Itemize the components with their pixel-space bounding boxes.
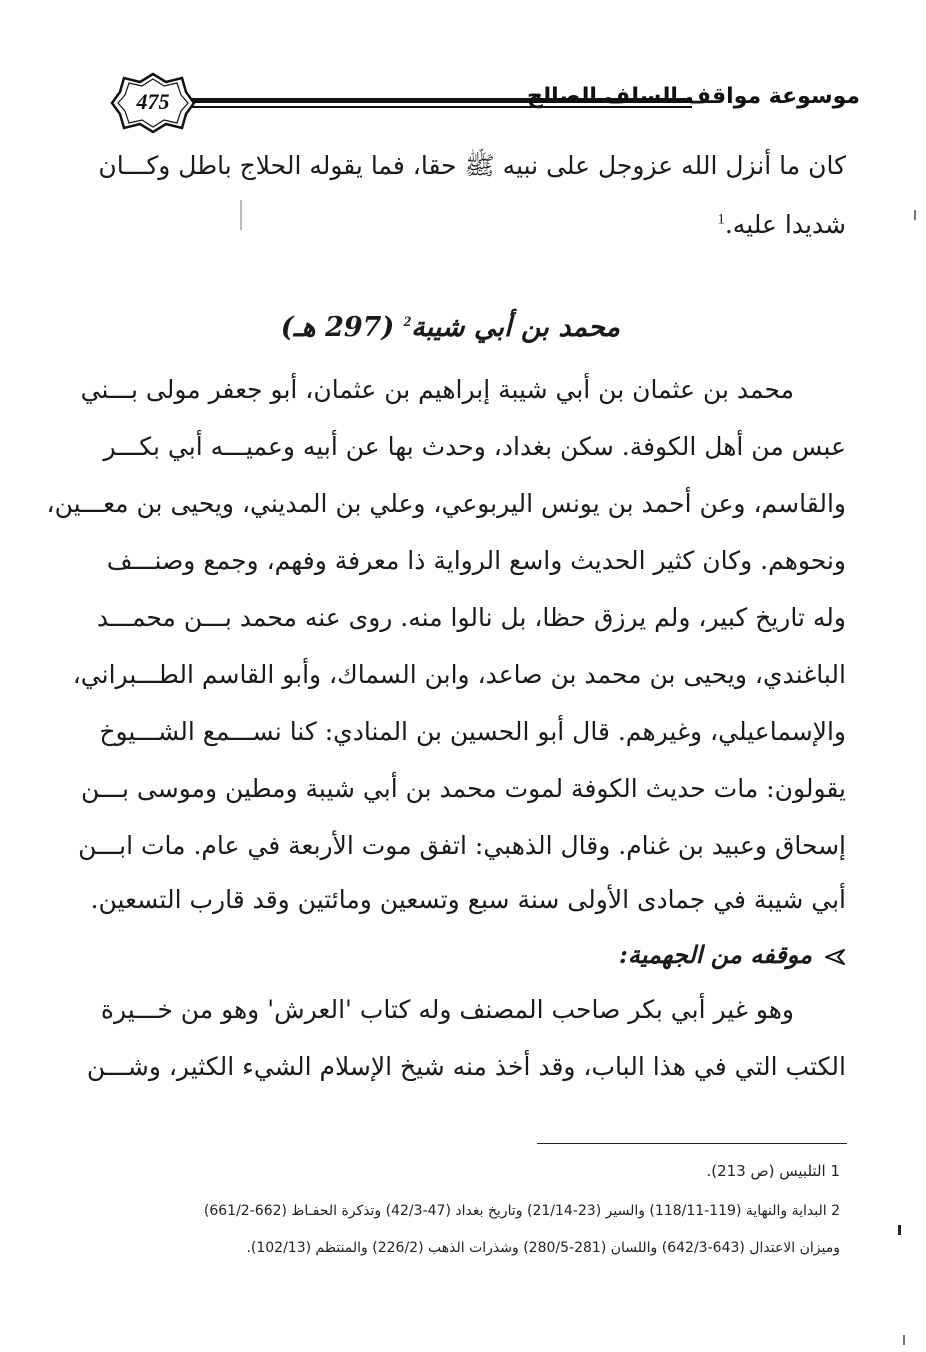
footnote-separator <box>537 1143 847 1144</box>
scan-mark <box>903 1335 905 1345</box>
footnote: وميزان الاعتدال (643-642/3) واللسان (281-280/5) وشذرات الذهب (226/2) والمنتظم (102/13). <box>246 1240 840 1256</box>
paragraph-line: ونحوهم. وكان كثير الحديث واسع الرواية ذا معرفة وفهم، وجمع وصنـــف <box>106 546 846 575</box>
footnote-ref: 2 <box>403 314 412 330</box>
footnote-ref: 1 <box>717 211 725 228</box>
paragraph-line: والإسماعيلي، وغيرهم. قال أبو الحسين بن المنادي: كنا نســـمع الشـــيوخ <box>99 717 846 746</box>
text-line: شديدا عليه. <box>724 210 846 239</box>
page-number: 475 <box>136 89 170 114</box>
paragraph-line: وله تاريخ كبير، ولم يرزق حظا، بل نالوا منه. روى عنه محمد بـــن محمـــد <box>96 603 846 632</box>
paragraph-line: الباغندي، ويحيى بن محمد بن صاعد، وابن السماك، وأبو القاسم الطـــبراني، <box>72 660 846 689</box>
paragraph-line: والقاسم، وعن أحمد بن يونس اليربوعي، وعلي بن المديني، ويحيى بن معـــين، <box>46 489 846 518</box>
subheading <box>619 940 846 969</box>
paragraph-line: عبس من أهل الكوفة. سكن بغداد، وحدث بها عن أبيه وعميـــه أبي بكـــر <box>103 432 846 461</box>
footnote: 1 التلبيس (ص 213). <box>706 1162 840 1180</box>
text-line: كان ما أنزل الله عزوجل على نبيه ﷺ حقا، فما يقوله الحلاج باطل وكـــان <box>98 151 846 180</box>
subheading-text: موقفه من الجهمية: <box>619 940 812 969</box>
paragraph-line: وهو غير أبي بكر صاحب المصنف وله كتاب 'العرش' وهو من خـــيرة <box>100 995 794 1024</box>
scan-mark <box>898 1225 901 1235</box>
paragraph-line: أبي شيبة في جمادى الأولى سنة سبع وتسعين ومائتين وقد قارب التسعين. <box>90 885 846 914</box>
paragraph-line: إسحاق وعبيد بن غنام. وقال الذهبي: اتفق موت الأربعة في عام. مات ابـــن <box>78 831 846 860</box>
section-title-name: محمد بن أبي شيبة <box>411 312 620 343</box>
paragraph-line: يقولون: مات حديث الكوفة لموت محمد بن أبي شيبة ومطين وموسى بـــن <box>81 774 846 803</box>
scan-mark <box>914 210 916 220</box>
page-header <box>100 62 860 144</box>
text-line-with-footnote <box>600 210 846 239</box>
paragraph-line: الكتب التي في هذا الباب، وقد أخذ منه شيخ الإسلام الشيء الكثير، وشـــن <box>86 1052 846 1081</box>
page-number-badge <box>110 72 196 134</box>
scan-mark <box>240 200 242 230</box>
book-title: موسوعة مواقف السلف الصالح <box>527 84 860 109</box>
section-title-date: (297 هـ) <box>280 312 395 343</box>
arrow-left-icon <box>822 947 846 967</box>
footnote: 2 البداية والنهاية (119-118/11) والسير (23-21/14) وتاريخ بغداد (47-42/3) وتذكرة الحفـاظ (662-661/2) <box>203 1203 840 1219</box>
paragraph-line: محمد بن عثمان بن أبي شيبة إبراهيم بن عثمان، أبو جعفر مولى بـــني <box>80 375 794 404</box>
section-title <box>280 312 620 343</box>
